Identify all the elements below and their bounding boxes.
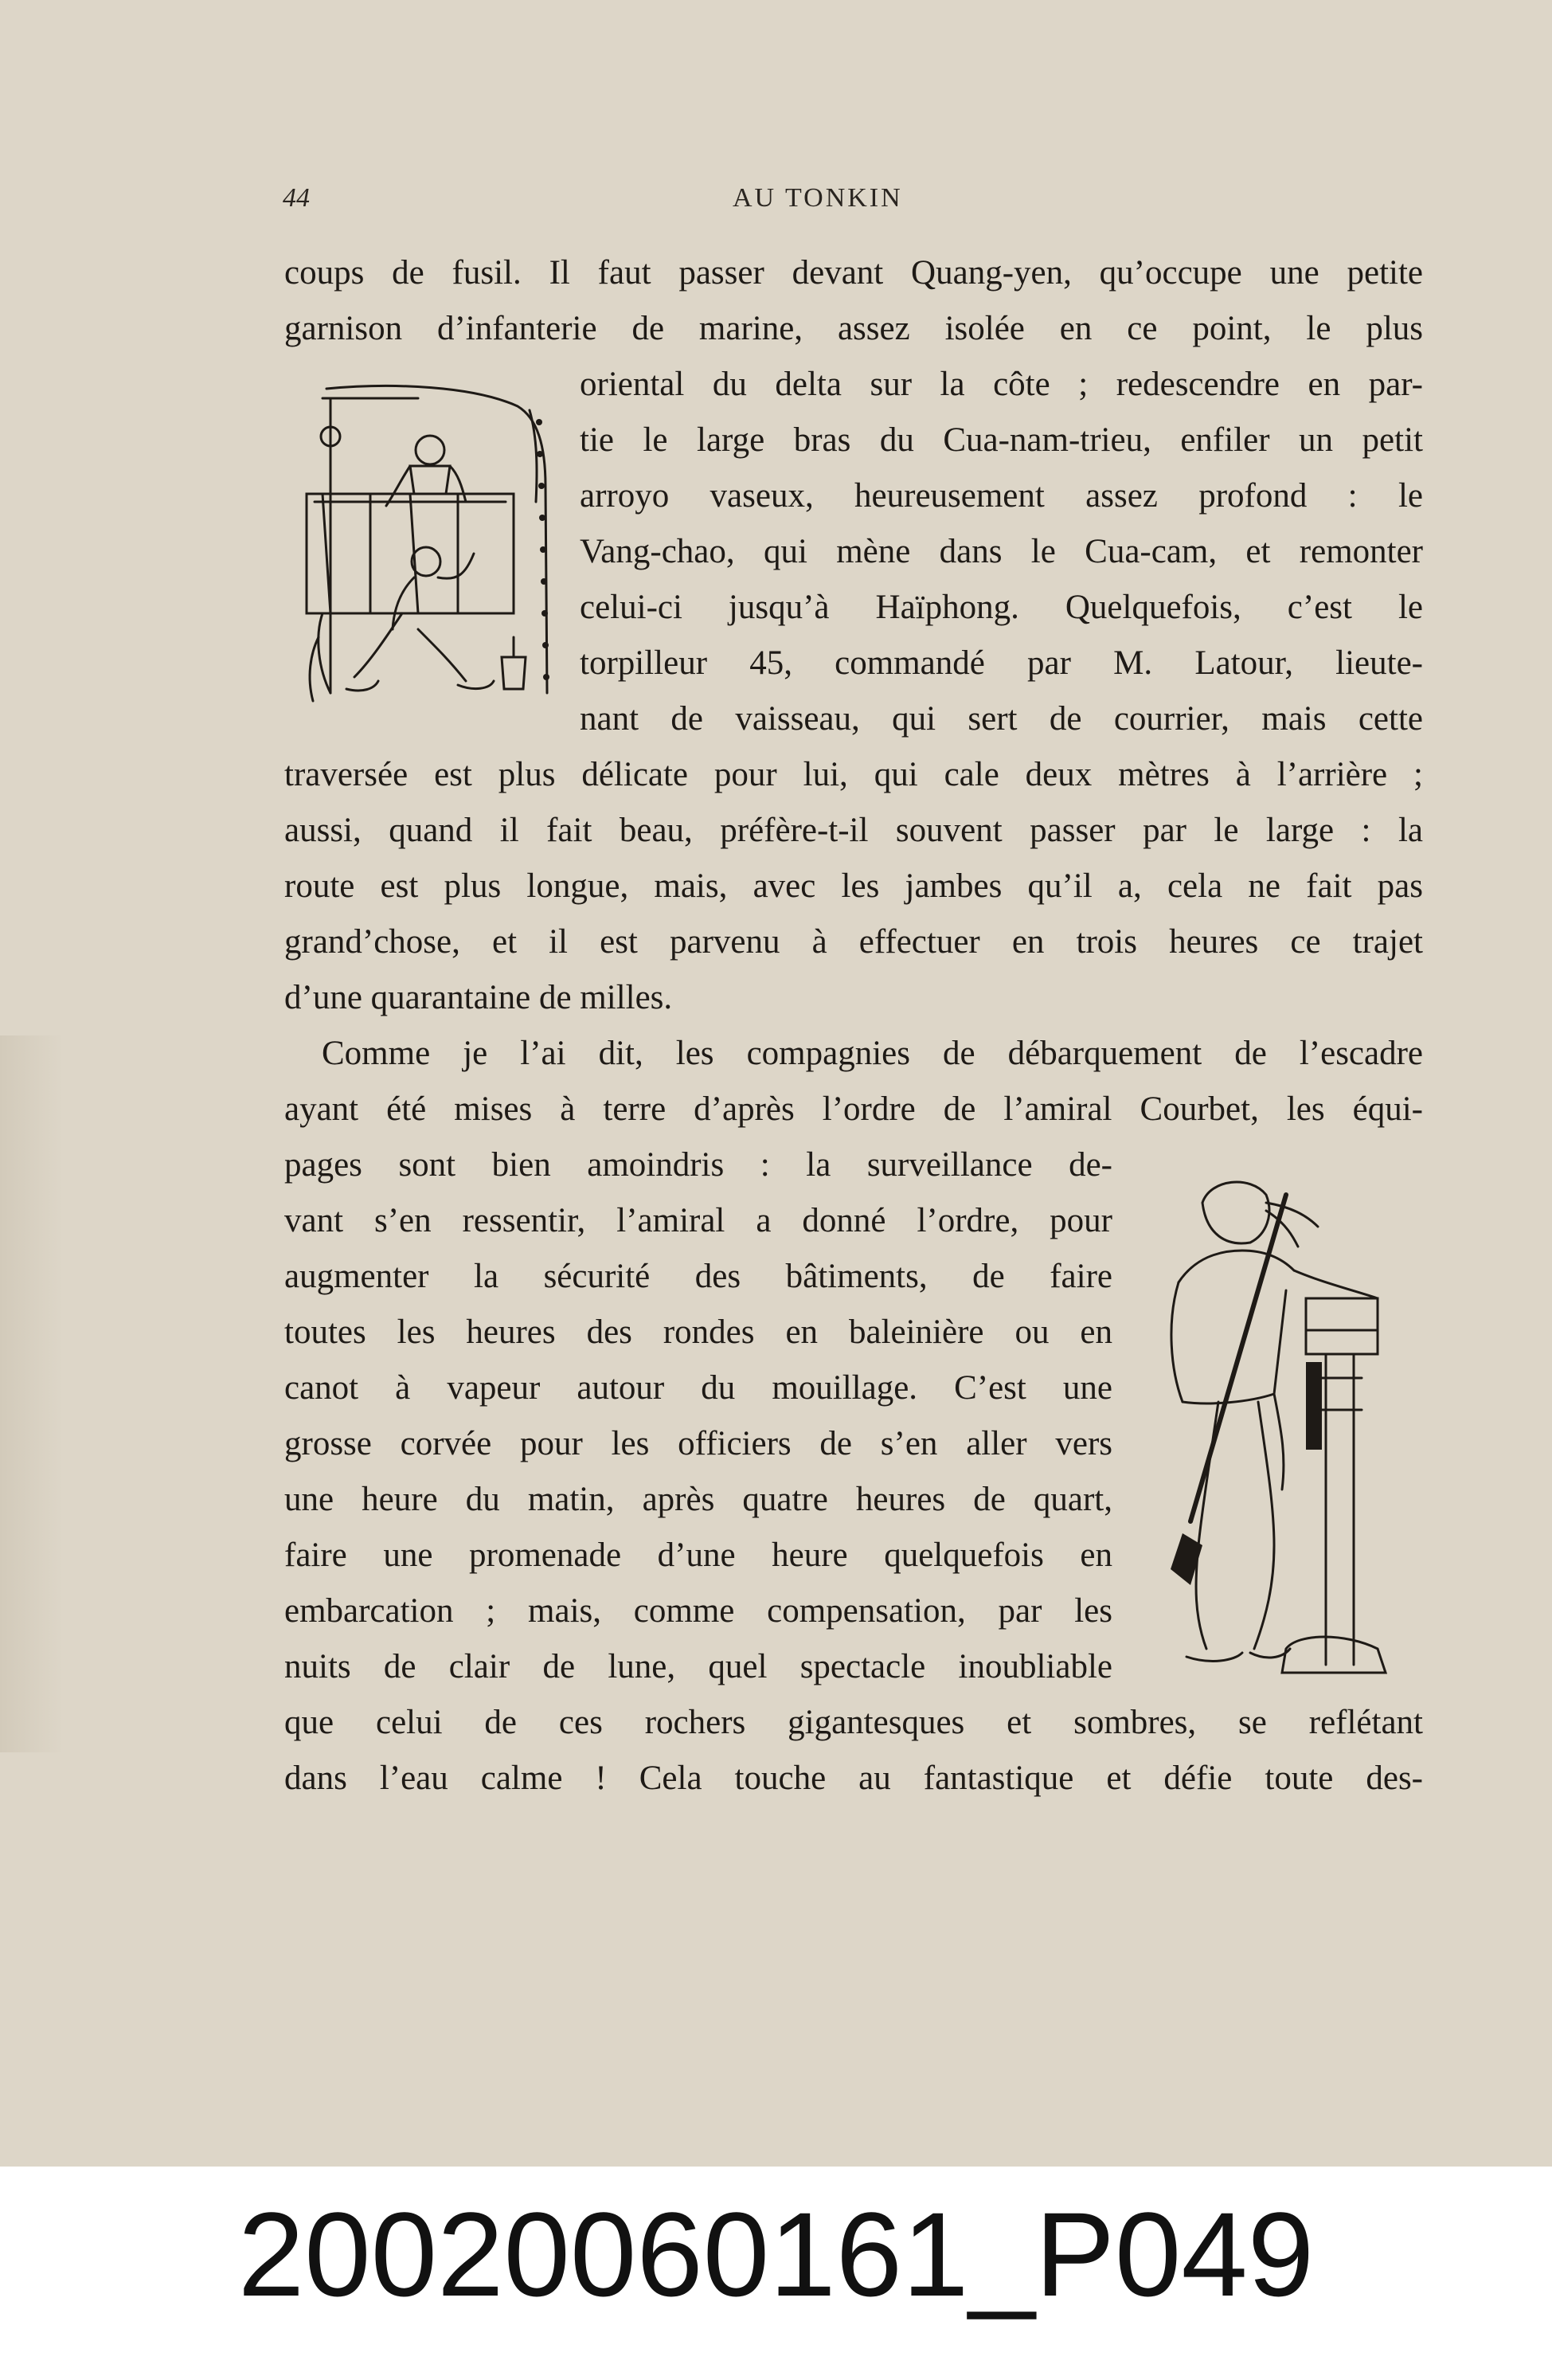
sailors-illustration [299, 374, 573, 725]
text-line-3: oriental du delta sur la côte ; redescendre en par- [580, 366, 1423, 403]
page-stain [0, 1035, 64, 1752]
text-line-13: grand’chose, et il est parvenu à effectuer en trois heures ce trajet [284, 923, 1423, 961]
sailor-with-rifle-illustration [1147, 1171, 1425, 1689]
text-line-27: que celui de ces rochers gigantesques et sombres, se reflétant [284, 1704, 1423, 1741]
text-line-16: ayant été mises à terre d’après l’ordre de l’amiral Courbet, les équi- [284, 1090, 1423, 1128]
archive-id-label: 20020060161_P049 [237, 2187, 1315, 2321]
text-line-15: Comme je l’ai dit, les compagnies de débarquement de l’escadre [322, 1035, 1423, 1072]
text-line-2: garnison d’infanterie de marine, assez isolée en ce point, le plus [284, 310, 1423, 347]
text-line-20: toutes les heures des rondes en baleinière ou en [284, 1313, 1112, 1351]
text-line-28: dans l’eau calme ! Cela touche au fantastique et défie toute des- [284, 1760, 1423, 1797]
running-title: AU TONKIN [733, 183, 903, 213]
text-line-7: celui-ci jusqu’à Haïphong. Quelquefois, c’est le [580, 589, 1423, 626]
text-line-22: grosse corvée pour les officiers de s’en aller vers [284, 1425, 1112, 1462]
text-line-9: nant de vaisseau, qui sert de courrier, mais cette [580, 700, 1423, 738]
text-line-19: augmenter la sécurité des bâtiments, de faire [284, 1258, 1112, 1295]
text-line-1: coups de fusil. Il faut passer devant Quang-yen, qu’occupe une petite [284, 254, 1423, 292]
text-line-12: route est plus longue, mais, avec les jambes qu’il a, cela ne fait pas [284, 867, 1423, 905]
text-line-24: faire une promenade d’une heure quelquefois en [284, 1536, 1112, 1574]
text-line-5: arroyo vaseux, heureusement assez profond : le [580, 477, 1423, 515]
text-line-26: nuits de clair de lune, quel spectacle inoubliable [284, 1648, 1112, 1685]
text-line-17: pages sont bien amoindris : la surveillance de- [284, 1146, 1112, 1184]
text-line-14: d’une quarantaine de milles. [284, 979, 673, 1016]
text-line-10: traversée est plus délicate pour lui, qui cale deux mètres à l’arrière ; [284, 756, 1423, 793]
text-line-8: torpilleur 45, commandé par M. Latour, lieute- [580, 644, 1423, 682]
text-line-23: une heure du matin, après quatre heures de quart, [284, 1481, 1112, 1518]
text-line-25: embarcation ; mais, comme compensation, par les [284, 1592, 1112, 1630]
text-line-11: aussi, quand il fait beau, préfère-t-il souvent passer par le large : la [284, 812, 1423, 849]
page-number: 44 [283, 183, 310, 213]
text-line-4: tie le large bras du Cua-nam-trieu, enfiler un petit [580, 421, 1423, 459]
text-line-6: Vang-chao, qui mène dans le Cua-cam, et remonter [580, 533, 1423, 570]
text-line-18: vant s’en ressentir, l’amiral a donné l’ordre, pour [284, 1202, 1112, 1239]
text-line-21: canot à vapeur autour du mouillage. C’est une [284, 1369, 1112, 1407]
